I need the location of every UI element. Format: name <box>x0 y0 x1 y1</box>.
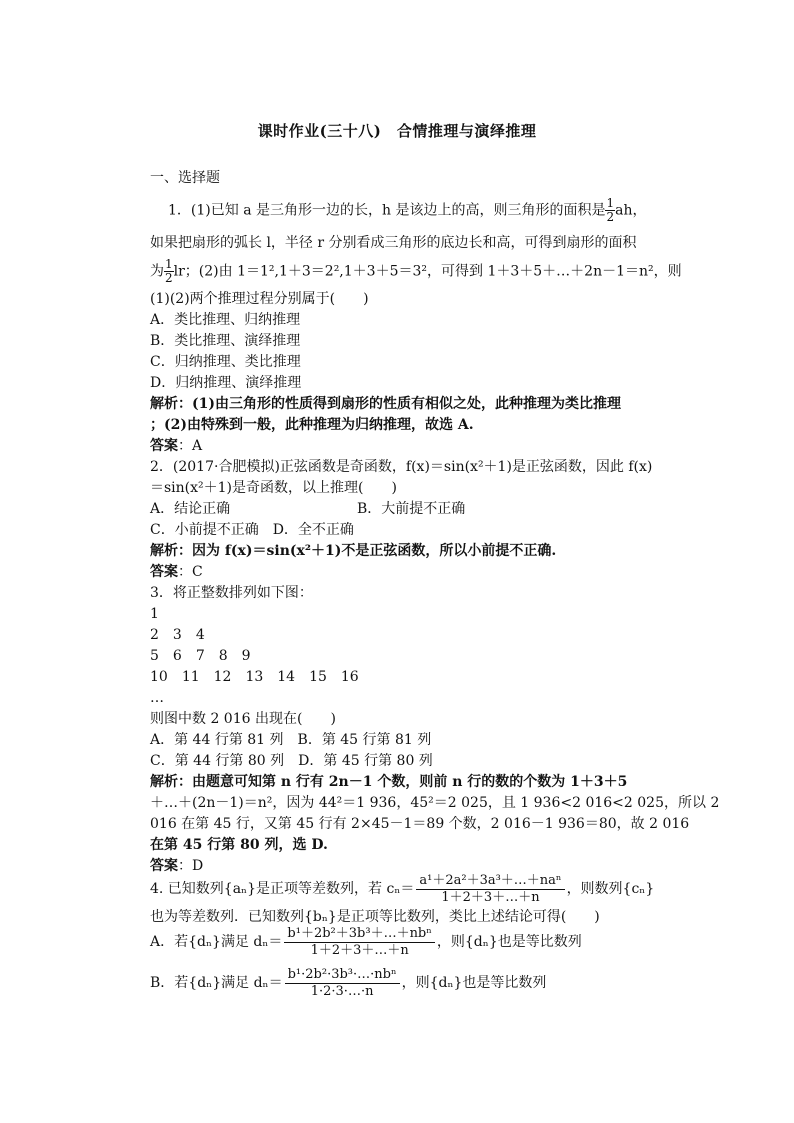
solution-text: ：因为 f(x)＝sin(x²＋1)不是正弦函数，所以小前提不正确. <box>178 543 557 559</box>
q3-number-row: 2 3 4 <box>150 627 205 643</box>
q3-solution-line-3: 016 在第 45 行，又第 45 行有 2×45－1＝89 个数，2 016－1 936＝80，故 2 016 <box>150 816 690 832</box>
q2-option-b: B．大前提不正确 <box>357 501 466 517</box>
q1-option-c: C．归纳推理、类比推理 <box>150 354 301 370</box>
solution-text: ：(1)由三角形的性质得到扇形的性质有相似之处，此种推理为类比推理 <box>178 396 621 412</box>
fraction-denominator: 2 <box>165 271 173 285</box>
q3-line-2: 则图中数 2 016 出现在( ) <box>150 711 336 727</box>
q1-text-1a: 1．(1)已知 a 是三角形一边的长，h 是该边上的高，则三角形的面积是 <box>168 202 606 219</box>
q4-fraction-option-b <box>285 967 400 1000</box>
answer-label: 答案 <box>150 564 178 580</box>
q3-options-ab: A．第 44 行第 81 列 B．第 45 行第 81 列 <box>150 732 432 748</box>
fraction-denominator: 1＋2＋3＋…＋n <box>441 889 540 905</box>
fraction-numerator: a¹＋2a²＋3a³＋…＋naⁿ <box>416 873 564 890</box>
q4-option-b <box>150 966 546 1000</box>
q3-line-1: 3．将正整数排列如下图： <box>150 585 313 601</box>
fraction-denominator: 1＋2＋3＋…＋n <box>310 942 409 958</box>
q1-line-2: 如果把扇形的弧长 l，半径 r 分别看成三角形的底边长和高，可得到扇形的面积 <box>150 235 637 251</box>
answer-label: 答案 <box>150 858 178 874</box>
q4-option-a <box>150 925 582 959</box>
fraction-numerator: 1 <box>165 257 173 271</box>
q3-solution-line-2: ＋…＋(2n－1)＝n²，因为 44²＝1 936，45²＝2 025，且 1 936<2 016<2 025，所以 2 <box>150 795 720 811</box>
q1-line-4: (1)(2)两个推理过程分别属于( ) <box>150 291 369 307</box>
q2-answer <box>150 562 203 582</box>
q2-line-2: ＝sin(x²＋1)是奇函数，以上推理( ) <box>150 480 397 496</box>
q4-fraction-option-a <box>284 926 434 959</box>
q4-fraction-cn <box>416 873 564 906</box>
fraction-numerator: b¹＋2b²＋3b³＋…＋nbⁿ <box>284 926 434 943</box>
q3-number-row: 1 <box>150 606 159 622</box>
section-heading: 一、选择题 <box>150 170 220 186</box>
solution-text: ：由题意可知第 n 行有 2n－1 个数，则前 n 行的数的个数为 1＋3＋5 <box>178 774 628 790</box>
fraction-numerator: 1 <box>606 196 615 210</box>
q4-line-1 <box>150 872 654 906</box>
q3-solution-line-4: 在第 45 行第 80 列，选 D. <box>150 837 328 853</box>
q1-solution-line-2: ；(2)由特殊到一般，此种推理为归纳推理，故选 A. <box>150 417 474 433</box>
q1-text-3b: lr；(2)由 1＝1²,1＋3＝2²,1＋3＋5＝3²，可得到 1＋3＋5＋…＋2n－1＝n²，则 <box>173 263 682 280</box>
q2-solution <box>150 541 556 561</box>
q2-options-cd: C．小前提不正确 D．全不正确 <box>150 522 354 538</box>
q4-text-1a: 4. 已知数列{aₙ}是正项等差数列，若 cₙ＝ <box>150 881 415 897</box>
q1-answer <box>150 436 202 456</box>
fraction-denominator: 1·2·3·…·n <box>310 983 374 999</box>
q3-number-row: 10 11 12 13 14 15 16 <box>150 669 359 685</box>
answer-value: ：C <box>178 564 203 580</box>
q4-line-2: 也为等差数列．已知数列{bₙ}是正项等比数列，类比上述结论可得( ) <box>150 909 600 925</box>
fraction-denominator: 2 <box>606 210 615 224</box>
q1-fraction-half-2 <box>164 258 174 285</box>
q2-option-a: A．结论正确 <box>150 501 231 517</box>
q4-option-b-text: B．若{dₙ}满足 dₙ＝ <box>150 975 283 991</box>
q1-text-3a: 为 <box>150 263 164 280</box>
q4-option-a-text: A．若{dₙ}满足 dₙ＝ <box>150 934 283 950</box>
q4-option-b-tail: ，则{dₙ}也是等比数列 <box>401 975 547 991</box>
q1-option-d: D．归纳推理、演绎推理 <box>150 375 302 391</box>
q1-line-3 <box>150 258 682 285</box>
page-title: 课时作业(三十八) 合情推理与演绎推理 <box>257 122 537 140</box>
q4-option-a-tail: ，则{dₙ}也是等比数列 <box>436 934 582 950</box>
q3-number-row: 5 6 7 8 9 <box>150 648 251 664</box>
q3-solution-line-1 <box>150 772 627 792</box>
q3-options-cd: C．第 44 行第 80 列 D．第 45 行第 80 列 <box>150 753 433 769</box>
q1-fraction-half <box>605 197 615 224</box>
q1-text-1b: ah， <box>615 202 647 219</box>
q1-solution-line-1 <box>150 394 621 414</box>
fraction-numerator: b¹·2b²·3b³·…·nbⁿ <box>285 967 400 984</box>
q3-number-row: … <box>150 690 164 706</box>
answer-value: ：D <box>178 858 204 874</box>
solution-label: 解析 <box>150 543 178 559</box>
solution-label: 解析 <box>150 774 178 790</box>
solution-label: 解析 <box>150 396 178 412</box>
answer-label: 答案 <box>150 438 178 454</box>
q2-line-1: 2．(2017·合肥模拟)正弦函数是奇函数，f(x)＝sin(x²＋1)是正弦函数，因此 f(x) <box>150 459 653 475</box>
answer-value: ：A <box>178 438 203 454</box>
q1-line-1 <box>168 197 646 224</box>
q1-option-a: A．类比推理、归纳推理 <box>150 312 301 328</box>
q1-option-b: B．类比推理、演绎推理 <box>150 333 301 349</box>
q4-text-1b: ，则数列{cₙ} <box>566 881 655 897</box>
